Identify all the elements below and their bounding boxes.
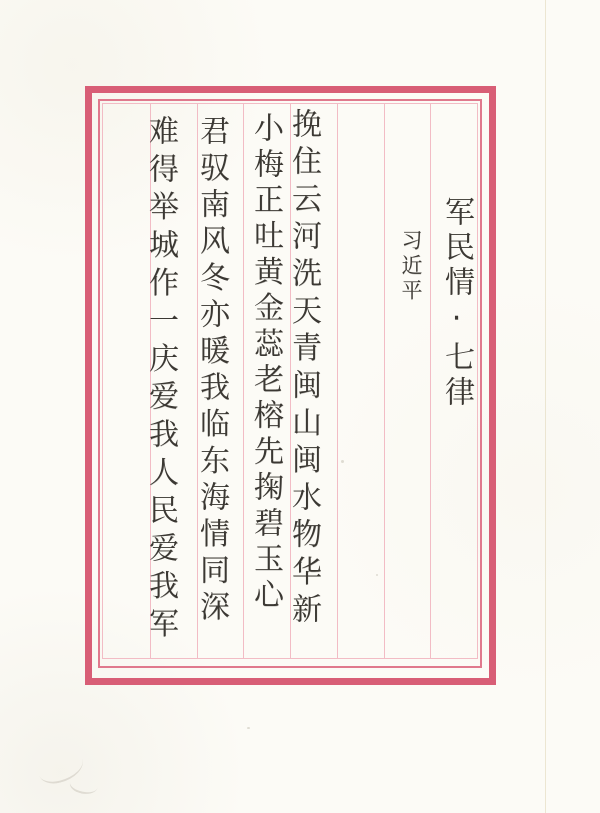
poem-author: 习近平 bbox=[399, 229, 423, 304]
paper-crease-line bbox=[545, 0, 546, 813]
column-divider bbox=[243, 104, 244, 658]
poem-column-4: 难得举城作一庆爱我人民爱我军 bbox=[143, 115, 178, 646]
column-divider bbox=[430, 104, 431, 658]
paper-speck bbox=[341, 460, 344, 463]
poem-column-3: 君驭南风冬亦暖我临东海情同深 bbox=[194, 115, 229, 628]
poem-column-1: 挽住云河洗天青闽山闽水物华新 bbox=[286, 108, 321, 631]
scanner-smudge bbox=[68, 772, 100, 798]
poem-column-2: 小梅正吐黄金蕊老榕先掬碧玉心 bbox=[248, 112, 283, 615]
column-divider bbox=[337, 104, 338, 658]
column-divider bbox=[384, 104, 385, 658]
paper-speck bbox=[376, 574, 378, 576]
poem-title: 军民情·七律 bbox=[439, 196, 474, 411]
paper-speck bbox=[247, 727, 250, 729]
